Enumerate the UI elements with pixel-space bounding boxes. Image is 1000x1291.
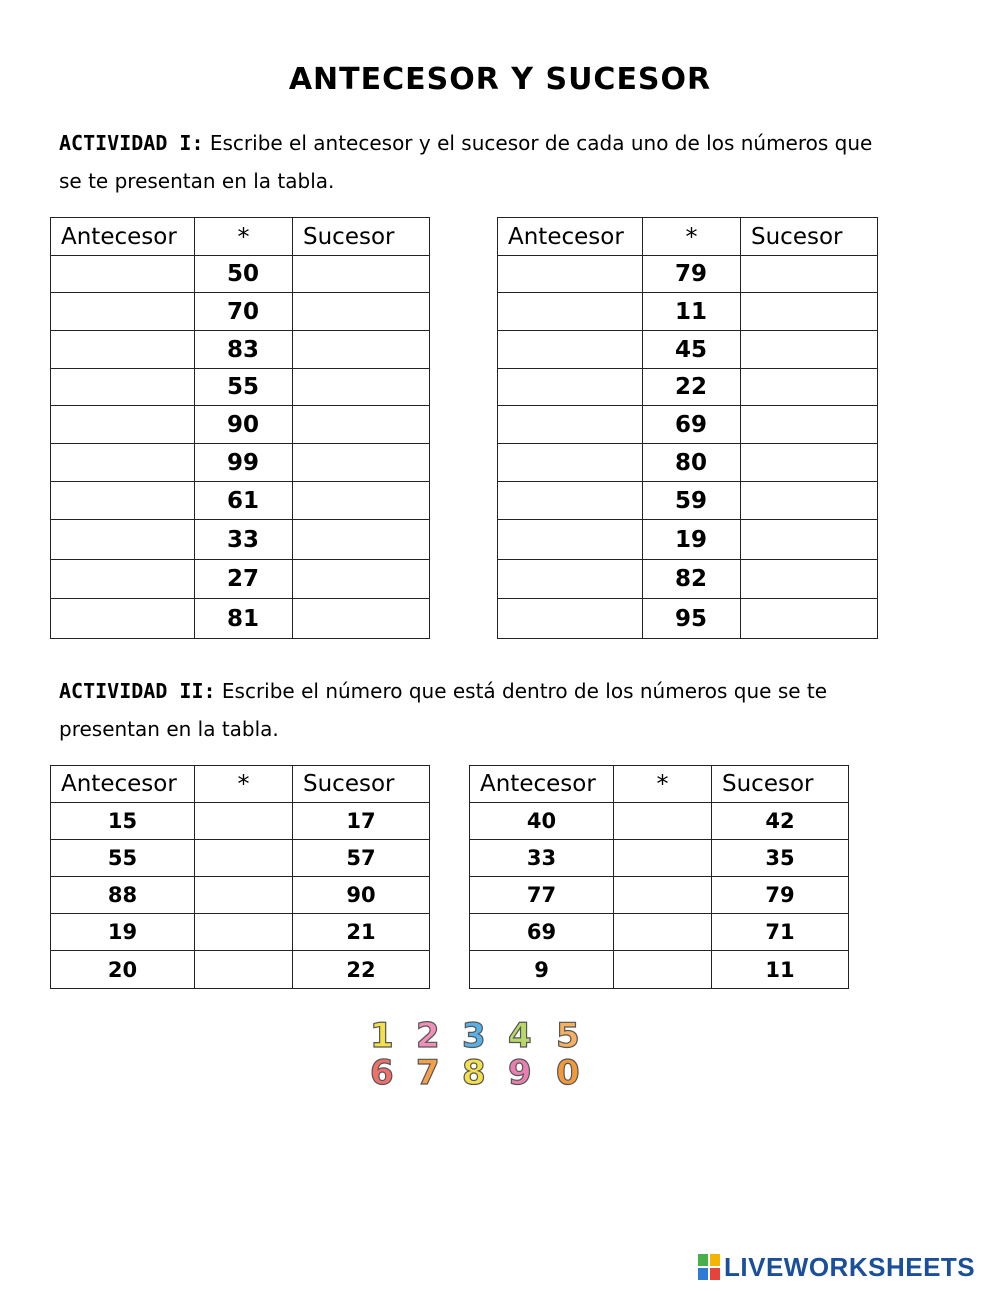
- table-header-row: [498, 218, 878, 256]
- activity2-text-line1: Escribe el número que está dentro de los números que se te: [215, 679, 828, 703]
- given-number-cell: 27: [195, 560, 293, 599]
- antecesor-answer-cell[interactable]: [498, 599, 643, 639]
- antecesor-answer-cell[interactable]: [498, 444, 643, 482]
- table-row: [498, 599, 878, 639]
- given-number-cell: 11: [643, 293, 741, 331]
- table-row: [51, 840, 430, 877]
- activity2-table-right: [469, 765, 849, 989]
- activity2-table-left: [50, 765, 430, 989]
- antecesor-answer-cell[interactable]: [498, 256, 643, 293]
- sucesor-answer-cell[interactable]: [293, 520, 430, 560]
- table-row: [470, 840, 849, 877]
- antecesor-answer-cell[interactable]: [51, 444, 195, 482]
- sucesor-value-cell: 42: [712, 803, 849, 840]
- header-antecesor: Antecesor: [51, 766, 195, 803]
- table-row: [498, 560, 878, 599]
- header-antecesor: Antecesor: [470, 766, 614, 803]
- middle-number-answer-cell[interactable]: [614, 914, 712, 951]
- sucesor-answer-cell[interactable]: [293, 331, 430, 369]
- given-number-cell: 95: [643, 599, 741, 639]
- table-row: [51, 406, 430, 444]
- given-number-cell: 70: [195, 293, 293, 331]
- middle-number-answer-cell[interactable]: [195, 914, 293, 951]
- table-row: [51, 331, 430, 369]
- table-header-row: [51, 766, 430, 803]
- antecesor-value-cell: 55: [51, 840, 195, 877]
- sucesor-answer-cell[interactable]: [293, 560, 430, 599]
- antecesor-answer-cell[interactable]: [51, 293, 195, 331]
- header-star: *: [643, 218, 741, 256]
- table-row: [470, 877, 849, 914]
- table-row: [51, 482, 430, 520]
- sucesor-value-cell: 57: [293, 840, 430, 877]
- antecesor-answer-cell[interactable]: [51, 599, 195, 639]
- activity1-text-line2: se te presentan en la tabla.: [59, 169, 335, 193]
- table-row: [498, 406, 878, 444]
- liveworksheets-logo-icon: [698, 1254, 720, 1280]
- table-row: [498, 520, 878, 560]
- header-sucesor: Sucesor: [741, 218, 878, 256]
- sucesor-answer-cell[interactable]: [741, 520, 878, 560]
- given-number-cell: 55: [195, 369, 293, 406]
- table-row: [498, 331, 878, 369]
- middle-number-answer-cell[interactable]: [195, 877, 293, 914]
- table-header-row: [470, 766, 849, 803]
- sucesor-answer-cell[interactable]: [741, 482, 878, 520]
- sucesor-value-cell: 90: [293, 877, 430, 914]
- middle-number-answer-cell[interactable]: [614, 803, 712, 840]
- header-sucesor: Sucesor: [293, 218, 430, 256]
- given-number-cell: 90: [195, 406, 293, 444]
- sucesor-value-cell: 17: [293, 803, 430, 840]
- antecesor-answer-cell[interactable]: [498, 369, 643, 406]
- middle-number-answer-cell[interactable]: [195, 803, 293, 840]
- svg-text:9: 9: [508, 1053, 532, 1088]
- table-row: [51, 560, 430, 599]
- table-row: [51, 877, 430, 914]
- antecesor-answer-cell[interactable]: [51, 560, 195, 599]
- table-row: [51, 256, 430, 293]
- table-row: [498, 444, 878, 482]
- table-row: [51, 803, 430, 840]
- sucesor-answer-cell[interactable]: [293, 406, 430, 444]
- table-row: [470, 803, 849, 840]
- header-antecesor: Antecesor: [51, 218, 195, 256]
- given-number-cell: 83: [195, 331, 293, 369]
- given-number-cell: 99: [195, 444, 293, 482]
- antecesor-value-cell: 88: [51, 877, 195, 914]
- header-star: *: [195, 218, 293, 256]
- antecesor-answer-cell[interactable]: [498, 560, 643, 599]
- svg-text:7: 7: [416, 1053, 440, 1088]
- table-row: [51, 520, 430, 560]
- given-number-cell: 61: [195, 482, 293, 520]
- given-number-cell: 33: [195, 520, 293, 560]
- header-star: *: [614, 766, 712, 803]
- header-sucesor: Sucesor: [712, 766, 849, 803]
- antecesor-value-cell: 15: [51, 803, 195, 840]
- sucesor-value-cell: 35: [712, 840, 849, 877]
- table-row: [498, 256, 878, 293]
- antecesor-answer-cell[interactable]: [51, 331, 195, 369]
- table-row: [51, 293, 430, 331]
- antecesor-answer-cell[interactable]: [498, 331, 643, 369]
- page-title: ANTECESOR Y SUCESOR: [288, 62, 712, 97]
- sucesor-answer-cell[interactable]: [741, 444, 878, 482]
- given-number-cell: 22: [643, 369, 741, 406]
- given-number-cell: 50: [195, 256, 293, 293]
- table-row: [470, 951, 849, 989]
- header-sucesor: Sucesor: [293, 766, 430, 803]
- antecesor-answer-cell[interactable]: [498, 482, 643, 520]
- sucesor-answer-cell[interactable]: [741, 369, 878, 406]
- sucesor-value-cell: 11: [712, 951, 849, 989]
- sucesor-value-cell: 79: [712, 877, 849, 914]
- given-number-cell: 19: [643, 520, 741, 560]
- given-number-cell: 45: [643, 331, 741, 369]
- middle-number-answer-cell[interactable]: [614, 877, 712, 914]
- middle-number-answer-cell[interactable]: [614, 951, 712, 989]
- antecesor-answer-cell[interactable]: [498, 293, 643, 331]
- antecesor-answer-cell[interactable]: [51, 369, 195, 406]
- table-row: [51, 444, 430, 482]
- activity2-text-line2: presentan en la tabla.: [59, 717, 279, 741]
- table-header-row: [51, 218, 430, 256]
- sucesor-value-cell: 21: [293, 914, 430, 951]
- antecesor-value-cell: 20: [51, 951, 195, 989]
- antecesor-value-cell: 77: [470, 877, 614, 914]
- antecesor-answer-cell[interactable]: [51, 256, 195, 293]
- sucesor-value-cell: 22: [293, 951, 430, 989]
- activity1-table-left: [50, 217, 430, 639]
- svg-text:3: 3: [462, 1016, 486, 1056]
- table-row: [470, 914, 849, 951]
- table-row: [51, 599, 430, 639]
- middle-number-answer-cell[interactable]: [195, 840, 293, 877]
- given-number-cell: 59: [643, 482, 741, 520]
- sucesor-answer-cell[interactable]: [741, 256, 878, 293]
- svg-text:2: 2: [416, 1016, 440, 1056]
- svg-text:8: 8: [462, 1053, 486, 1088]
- sucesor-answer-cell[interactable]: [293, 256, 430, 293]
- sucesor-answer-cell[interactable]: [741, 406, 878, 444]
- antecesor-value-cell: 40: [470, 803, 614, 840]
- activity2-instructions: [59, 672, 939, 748]
- middle-number-answer-cell[interactable]: [614, 840, 712, 877]
- table-row: [51, 914, 430, 951]
- table-row: [51, 951, 430, 989]
- middle-number-answer-cell[interactable]: [195, 951, 293, 989]
- antecesor-answer-cell[interactable]: [51, 520, 195, 560]
- antecesor-value-cell: 33: [470, 840, 614, 877]
- svg-text:0: 0: [556, 1053, 580, 1088]
- brand-name: LIVEWORKSHEETS: [724, 1251, 976, 1282]
- sucesor-answer-cell[interactable]: [293, 599, 430, 639]
- sucesor-answer-cell[interactable]: [293, 444, 430, 482]
- svg-text:6: 6: [370, 1053, 394, 1088]
- sucesor-answer-cell[interactable]: [293, 482, 430, 520]
- given-number-cell: 79: [643, 256, 741, 293]
- table-row: [498, 369, 878, 406]
- given-number-cell: 69: [643, 406, 741, 444]
- given-number-cell: 80: [643, 444, 741, 482]
- sucesor-answer-cell[interactable]: [741, 599, 878, 639]
- activity1-table-right: [497, 217, 878, 639]
- sucesor-answer-cell[interactable]: [293, 369, 430, 406]
- colorful-numbers-icon: [366, 1016, 602, 1088]
- antecesor-answer-cell[interactable]: [498, 406, 643, 444]
- activity1-instructions: [59, 124, 939, 200]
- antecesor-value-cell: 9: [470, 951, 614, 989]
- sucesor-answer-cell[interactable]: [741, 293, 878, 331]
- svg-text:4: 4: [508, 1016, 532, 1056]
- antecesor-answer-cell[interactable]: [51, 406, 195, 444]
- antecesor-value-cell: 19: [51, 914, 195, 951]
- activity1-text-line1: Escribe el antecesor y el sucesor de cada uno de los números que: [203, 131, 873, 155]
- sucesor-value-cell: 71: [712, 914, 849, 951]
- sucesor-answer-cell[interactable]: [741, 331, 878, 369]
- svg-text:1: 1: [370, 1016, 394, 1056]
- antecesor-answer-cell[interactable]: [51, 482, 195, 520]
- antecesor-value-cell: 69: [470, 914, 614, 951]
- sucesor-answer-cell[interactable]: [741, 560, 878, 599]
- table-row: [51, 369, 430, 406]
- table-row: [498, 482, 878, 520]
- antecesor-answer-cell[interactable]: [498, 520, 643, 560]
- liveworksheets-logo[interactable]: [698, 1252, 975, 1282]
- given-number-cell: 81: [195, 599, 293, 639]
- given-number-cell: 82: [643, 560, 741, 599]
- table-row: [498, 293, 878, 331]
- svg-text:5: 5: [556, 1016, 580, 1056]
- header-antecesor: Antecesor: [498, 218, 643, 256]
- sucesor-answer-cell[interactable]: [293, 293, 430, 331]
- activity1-label: ACTIVIDAD I:: [59, 131, 204, 155]
- header-star: *: [195, 766, 293, 803]
- activity2-label: ACTIVIDAD II:: [59, 679, 216, 703]
